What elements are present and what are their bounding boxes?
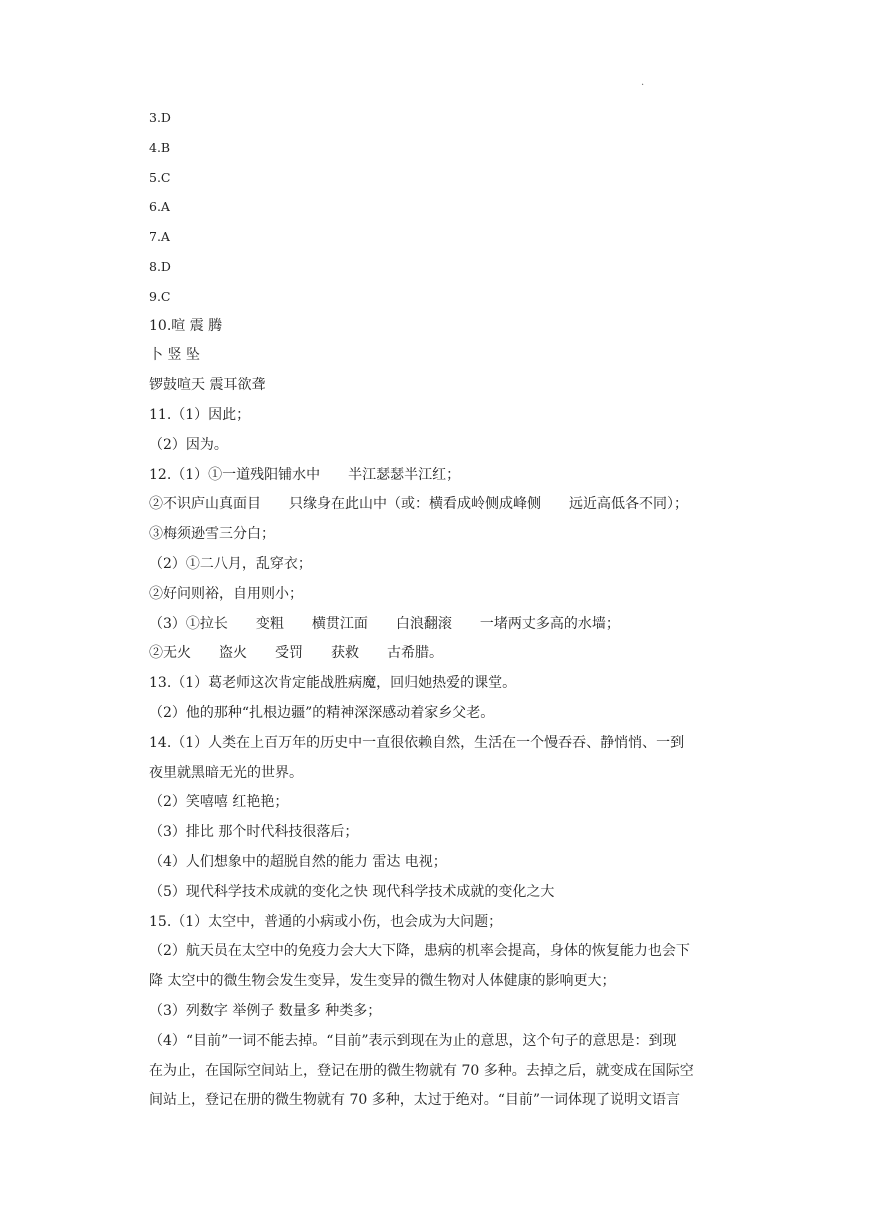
answer-line: （2）因为。: [149, 436, 228, 453]
answer-line: 4.B: [149, 139, 171, 155]
answer-line: 间站上，登记在册的微生物就有 70 多种，太过于绝对。“目前”一词体现了说明文语言: [149, 1092, 681, 1109]
answer-line: （2）航天员在太空中的免疫力会大大下降，患病的机率会提高，身体的恢复能力也会下: [149, 943, 690, 960]
answer-line: ②无火 盗火 受罚 获救 古希腊。: [149, 645, 443, 662]
answer-line: 7.A: [149, 229, 170, 245]
answer-line: 11.（1）因此；: [149, 406, 251, 423]
answer-line: 15.（1）太空中，普通的小病或小伤，也会成为大问题；: [149, 913, 503, 930]
answer-line: （5）现代科学技术成就的变化之快 现代科学技术成就的变化之大: [149, 883, 555, 900]
answer-line: 锣鼓喧天 震耳欲聋: [149, 377, 266, 394]
answer-line: 14.（1）人类在上百万年的历史中一直很依赖自然，生活在一个慢吞吞、静悄悄、一到: [149, 734, 685, 751]
answer-line: 3.D: [149, 110, 171, 125]
answer-line: （4）人们想象中的超脱自然的能力 雷达 电视；: [149, 853, 447, 870]
page-mark: .: [641, 77, 645, 88]
answer-line: 夜里就黑暗无光的世界。: [149, 764, 303, 781]
answer-document: [149, 103, 739, 1116]
answer-line: 在为止，在国际空间站上，登记在册的微生物就有 70 多种。去掉之后，就变成在国际空: [149, 1062, 694, 1079]
answer-line: （3）排比 那个时代科技很落后；: [149, 824, 359, 841]
answer-line: 12.（1）①一道残阳铺水中 半江瑟瑟半江红；: [149, 466, 461, 483]
answer-line: 13.（1）葛老师这次肯定能战胜病魔，回归她热爱的课堂。: [149, 675, 517, 692]
answer-line: （2）①二八月，乱穿衣；: [149, 555, 312, 572]
answer-line: 6.A: [149, 199, 170, 215]
answer-line: ③梅须逊雪三分白；: [149, 526, 275, 543]
answer-line: 5.C: [149, 169, 171, 185]
answer-line: （2）他的那种“扎根边疆”的精神深深感动着家乡父老。: [149, 704, 495, 721]
answer-line: 10.喧 震 腾: [149, 317, 223, 334]
answer-line: 卜 竖 坠: [149, 347, 200, 364]
answer-line: ②不识庐山真面目 只缘身在此山中（或：横看成岭侧成峰侧 远近高低各不同）；: [149, 496, 688, 513]
answer-line: ②好问则裕，自用则小；: [149, 585, 303, 602]
answer-line: 降 太空中的微生物会发生变异，发生变异的微生物对人体健康的影响更大；: [149, 973, 616, 990]
answer-line: 9.C: [149, 288, 171, 304]
answer-line: （4）“目前”一词不能去掉。“目前”表示到现在为止的意思，这个句子的意思是：到现: [149, 1032, 677, 1049]
answer-line: （3）列数字 举例子 数量多 种类多；: [149, 1002, 382, 1019]
answer-line: 8.D: [149, 258, 171, 274]
answer-line: （3）①拉长 变粗 横贯江面 白浪翻滚 一堵两丈多高的水墙；: [149, 615, 620, 632]
answer-line: （2）笑嘻嘻 红艳艳；: [149, 794, 289, 811]
